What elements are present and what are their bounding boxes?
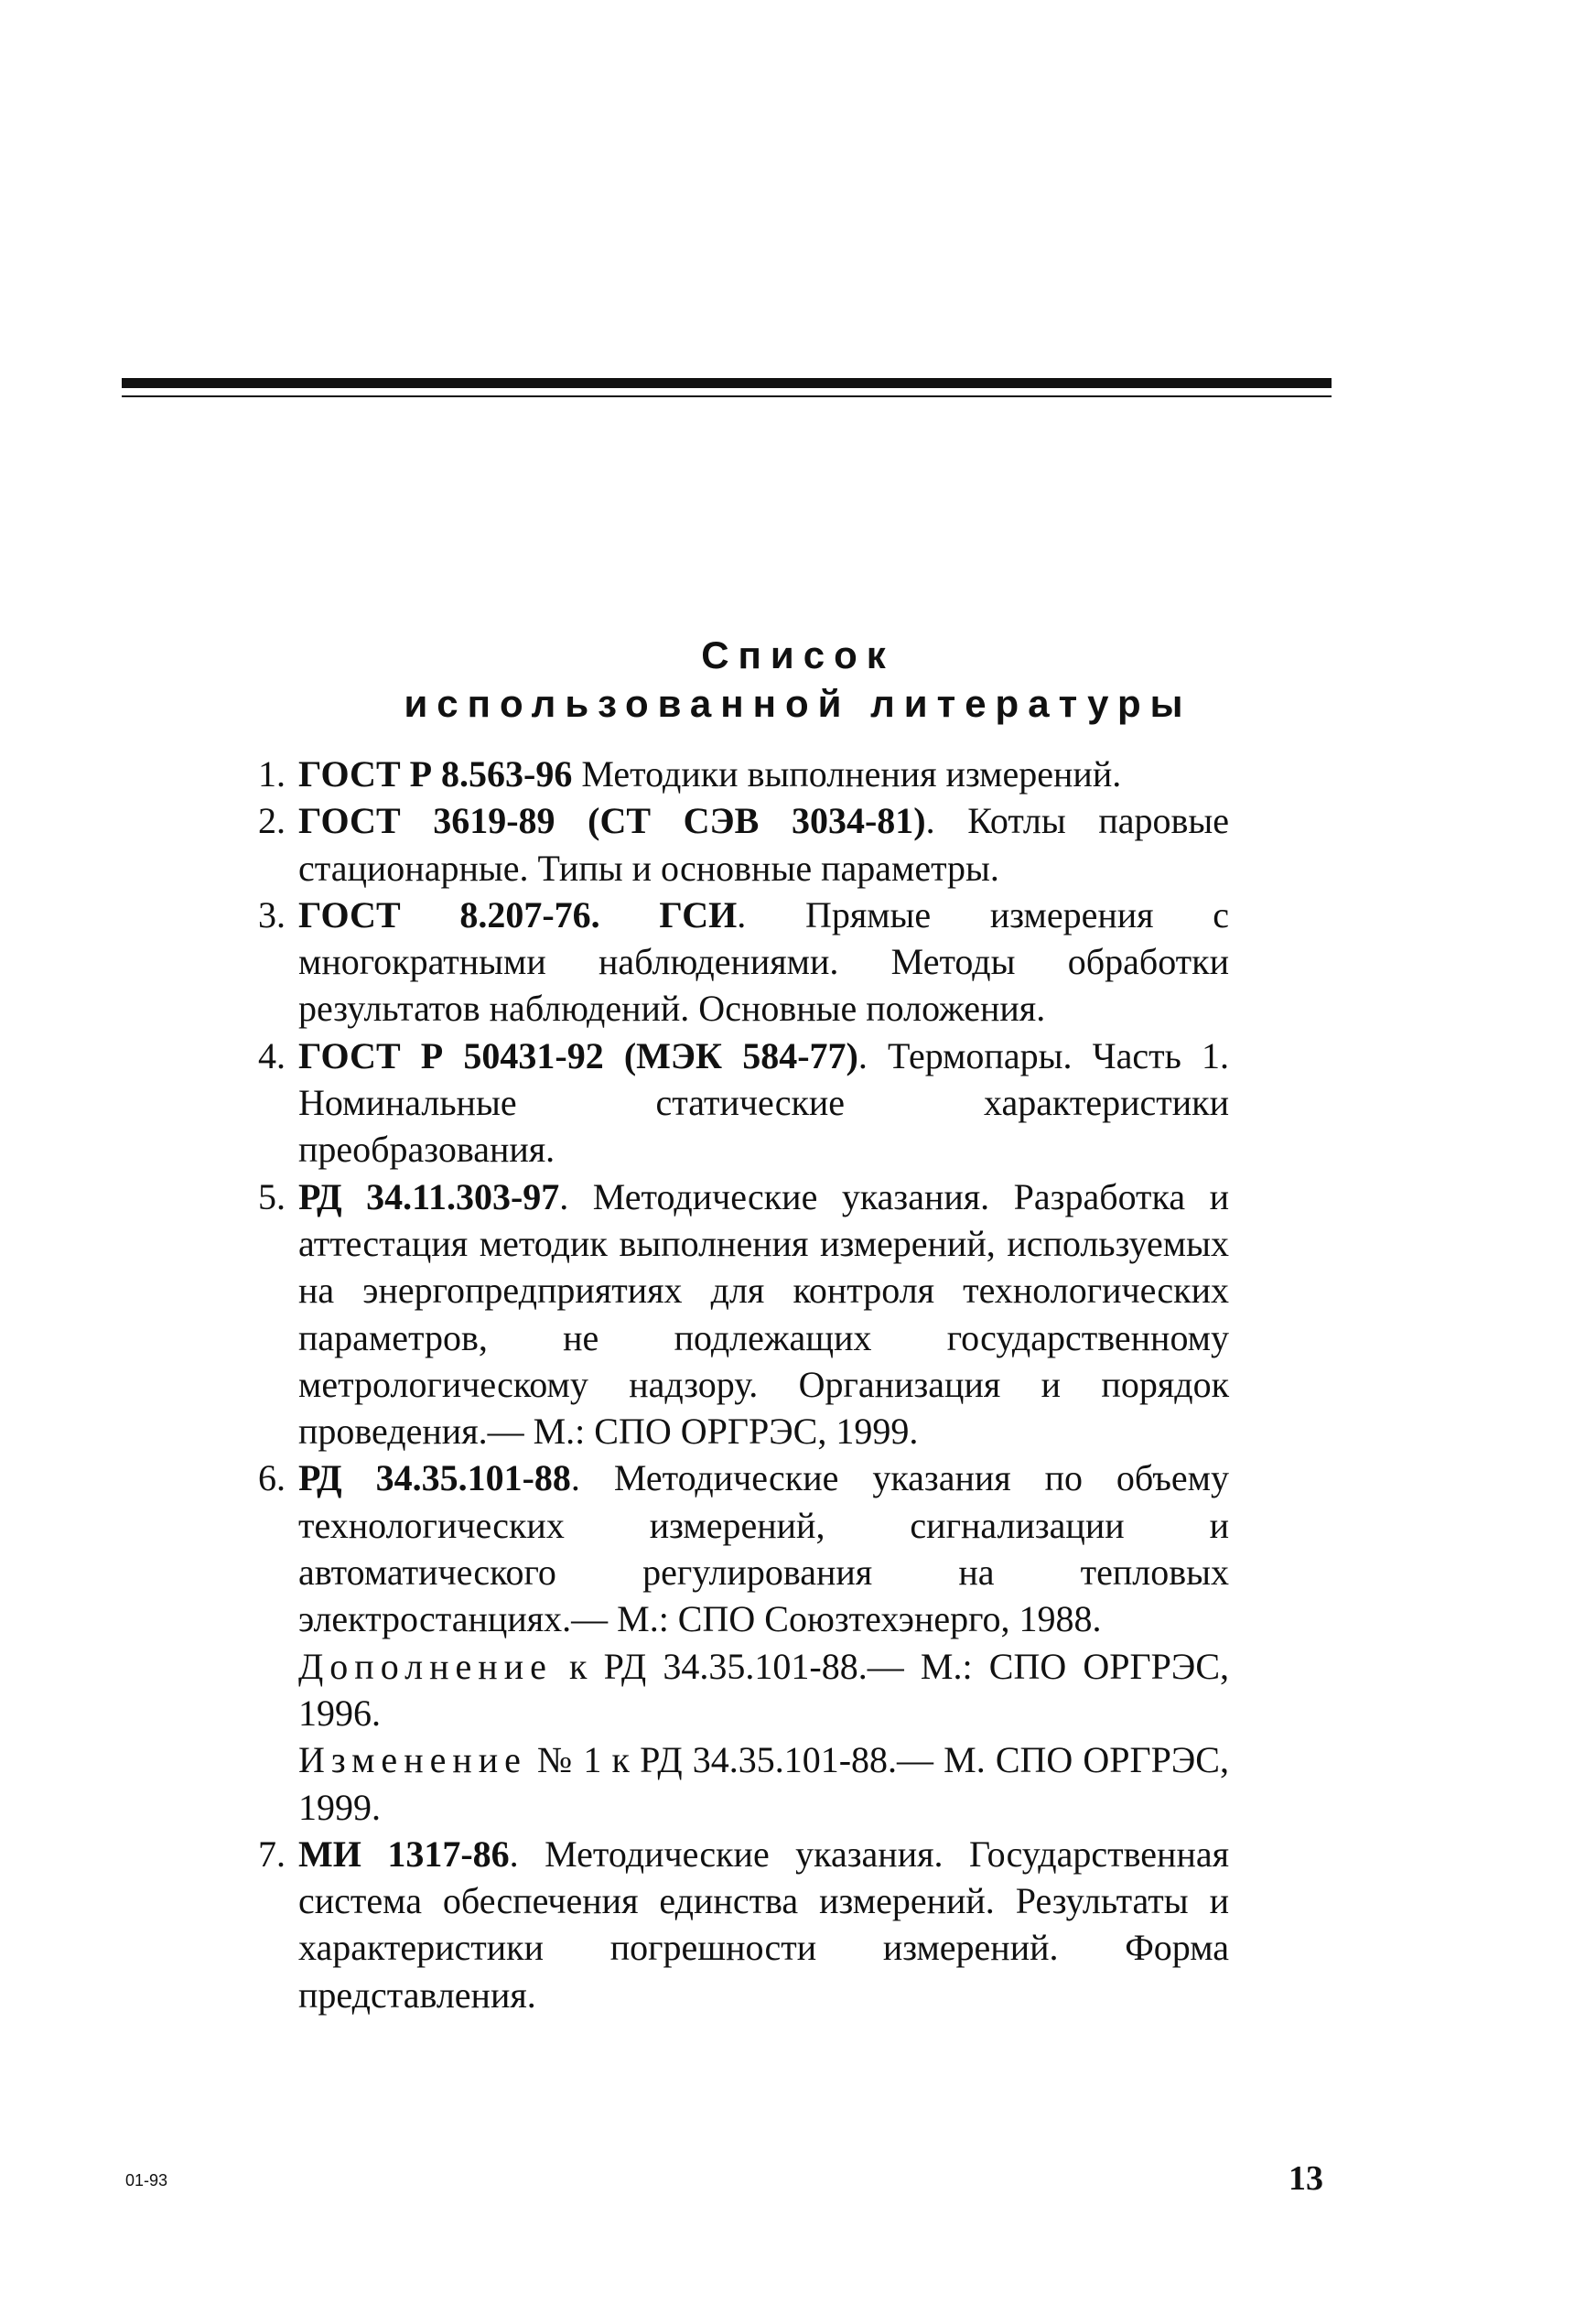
reference-item-6 xyxy=(245,1454,1229,1642)
change-text: № 1 к РД 34.35.101-88.— М. СПО ОРГРЭС, 1999. xyxy=(298,1739,1229,1828)
reference-text: . Методические указания по объему технологических измерений, сигнализации и автоматического регулирования на тепловых электростанциях.— М.: СПО Союзтехэнерго, 1988. xyxy=(298,1457,1229,1640)
heading-line-2: использованной литературы xyxy=(404,682,1192,725)
reference-addendum-note xyxy=(245,1643,1229,1737)
reference-number: 7. xyxy=(258,1833,286,1875)
reference-change-note xyxy=(245,1736,1229,1831)
heading-line-1: Список xyxy=(701,633,895,676)
reference-code: МИ 1317-86 xyxy=(298,1833,510,1875)
reference-number: 4. xyxy=(258,1034,286,1076)
reference-text: . Методические указания. Разработка и аттестация методик выполнения измерений, используемых на энергопредприятиях для контроля технологических параметров, не подлежащих государственному метрологическому надзору. Организация и порядок проведения.— М.: СПО ОРГРЭС, 1999. xyxy=(298,1175,1229,1453)
reference-number: 3. xyxy=(258,893,286,935)
reference-item-2 xyxy=(245,797,1229,892)
reference-item-1 xyxy=(245,751,1229,797)
reference-text: . Котлы паровые стационарные. Типы и основные параметры. xyxy=(298,800,1230,889)
change-word: Изменение xyxy=(298,1739,527,1781)
reference-number: 5. xyxy=(258,1175,286,1217)
reference-item-3 xyxy=(245,892,1229,1033)
footer-code: 01-93 xyxy=(125,2171,168,2190)
reference-number: 6. xyxy=(258,1457,286,1499)
reference-number: 2. xyxy=(258,800,286,842)
reference-code: ГОСТ 8.207-76. ГСИ xyxy=(298,893,738,935)
reference-number: 1. xyxy=(258,753,286,795)
reference-code: ГОСТ Р 50431-92 (МЭК 584-77) xyxy=(298,1034,858,1076)
top-rule-thick xyxy=(122,378,1332,388)
reference-item-5 xyxy=(245,1173,1229,1455)
reference-text: . Методические указания. Государственная система обеспечения единства измерений. Результаты и характеристики погрешности измерений. Форма представления. xyxy=(298,1833,1229,2016)
page-number: 13 xyxy=(1289,2159,1323,2198)
reference-code: ГОСТ 3619-89 (СТ СЭВ 3034-81) xyxy=(298,800,926,842)
reference-text: . Термопары. Часть 1. Номинальные статические характеристики преобразования. xyxy=(298,1034,1229,1171)
addendum-text: к РД 34.35.101-88.— М.: СПО ОРГРЭС, 1996. xyxy=(298,1645,1229,1734)
reference-list xyxy=(245,751,1229,2018)
addendum-word: Дополнение xyxy=(298,1645,553,1687)
reference-code: ГОСТ Р 8.563-96 xyxy=(298,753,573,795)
reference-item-7 xyxy=(245,1831,1229,2018)
reference-text: Методики выполнения измерений. xyxy=(572,753,1122,795)
reference-text: . Прямые измерения с многократными наблюдениями. Методы обработки результатов наблюдений. Основные положения. xyxy=(298,893,1229,1030)
top-rule-thin xyxy=(122,395,1332,397)
reference-code: РД 34.35.101-88 xyxy=(298,1457,571,1499)
reference-code: РД 34.11.303-97 xyxy=(298,1175,560,1217)
reference-item-4 xyxy=(245,1033,1229,1173)
